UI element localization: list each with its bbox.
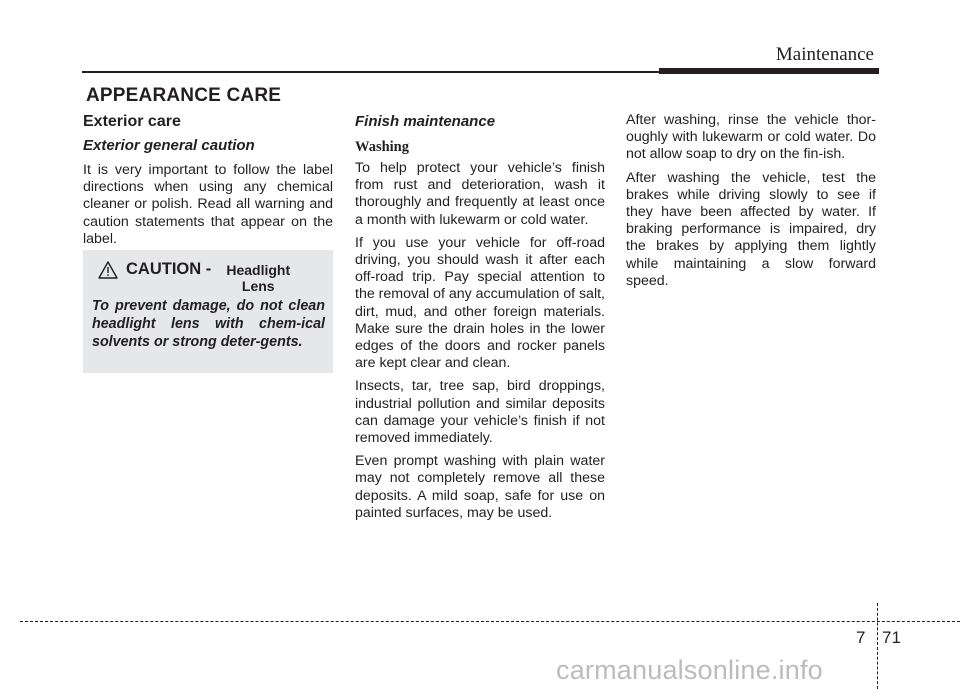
header-rule-thick <box>659 68 879 74</box>
paragraph: After washing, rinse the vehicle thor-oughly with lukewarm or cold water. Do not allow soap to dry on the fin-ish. <box>626 112 876 163</box>
caution-topic-line1: Headlight <box>226 262 291 278</box>
paragraph: Even prompt washing with plain water may not completely remove all these deposits. A mild soap, safe for use on painted surfaces, may be used. <box>355 453 605 521</box>
warning-triangle-icon <box>98 261 118 279</box>
paragraph: After washing the vehicle, test the brakes while driving slowly to see if they have been affected by water. If braking performance is impaired, dry the brakes by applying them lightly while maintaining a slow forward speed. <box>626 169 876 289</box>
watermark: carmanualsonline.info <box>556 655 823 685</box>
column-right <box>626 112 876 296</box>
label-directions-paragraph: It is very important to follow the label directions when using any chemical cleaner or polish. Read all warning and caution statements that appear on the label. <box>83 162 333 247</box>
page-number: 71 <box>882 628 901 647</box>
washing-heading: Washing <box>355 139 409 155</box>
paragraph: If you use your vehicle for off-road driving, you should wash it after each off-road trip. Pay special attention to the removal of any accumulation of salt, dirt, mud, and other foreign materials. Make sure the drain holes in the lower edges of the doors and rocker panels are kept clear and clean. <box>355 234 605 372</box>
finish-maintenance-heading: Finish maintenance <box>355 113 496 130</box>
column-middle <box>355 112 605 528</box>
paragraph: Insects, tar, tree sap, bird droppings, industrial pollution and similar deposits can damage your vehicle’s finish if not removed immediately. <box>355 378 605 447</box>
paragraph: To help protect your vehicle’s finish from rust and deterioration, wash it thoroughly and frequently at least once a month with lukewarm or cold water. <box>355 160 605 228</box>
caution-text: To prevent damage, do not clean headlight lens with chem-ical solvents or strong deter-gents. <box>92 298 325 350</box>
column-left <box>83 112 333 254</box>
caution-topic <box>215 260 301 294</box>
caution-box <box>83 250 333 373</box>
exterior-care-heading: Exterior care <box>83 113 181 130</box>
footer-dashed-divider <box>877 603 878 689</box>
footer-dashed-rule <box>20 621 960 622</box>
caution-label: CAUTION - <box>126 260 212 278</box>
section-title: APPEARANCE CARE <box>86 85 282 106</box>
exterior-general-caution-heading: Exterior general caution <box>83 137 255 154</box>
caution-topic-line2: Lens <box>241 278 275 294</box>
caution-header <box>98 260 328 294</box>
chapter-number: 7 <box>856 628 866 647</box>
chapter-title: Maintenance <box>775 44 874 65</box>
header-rule-thin <box>82 71 659 73</box>
